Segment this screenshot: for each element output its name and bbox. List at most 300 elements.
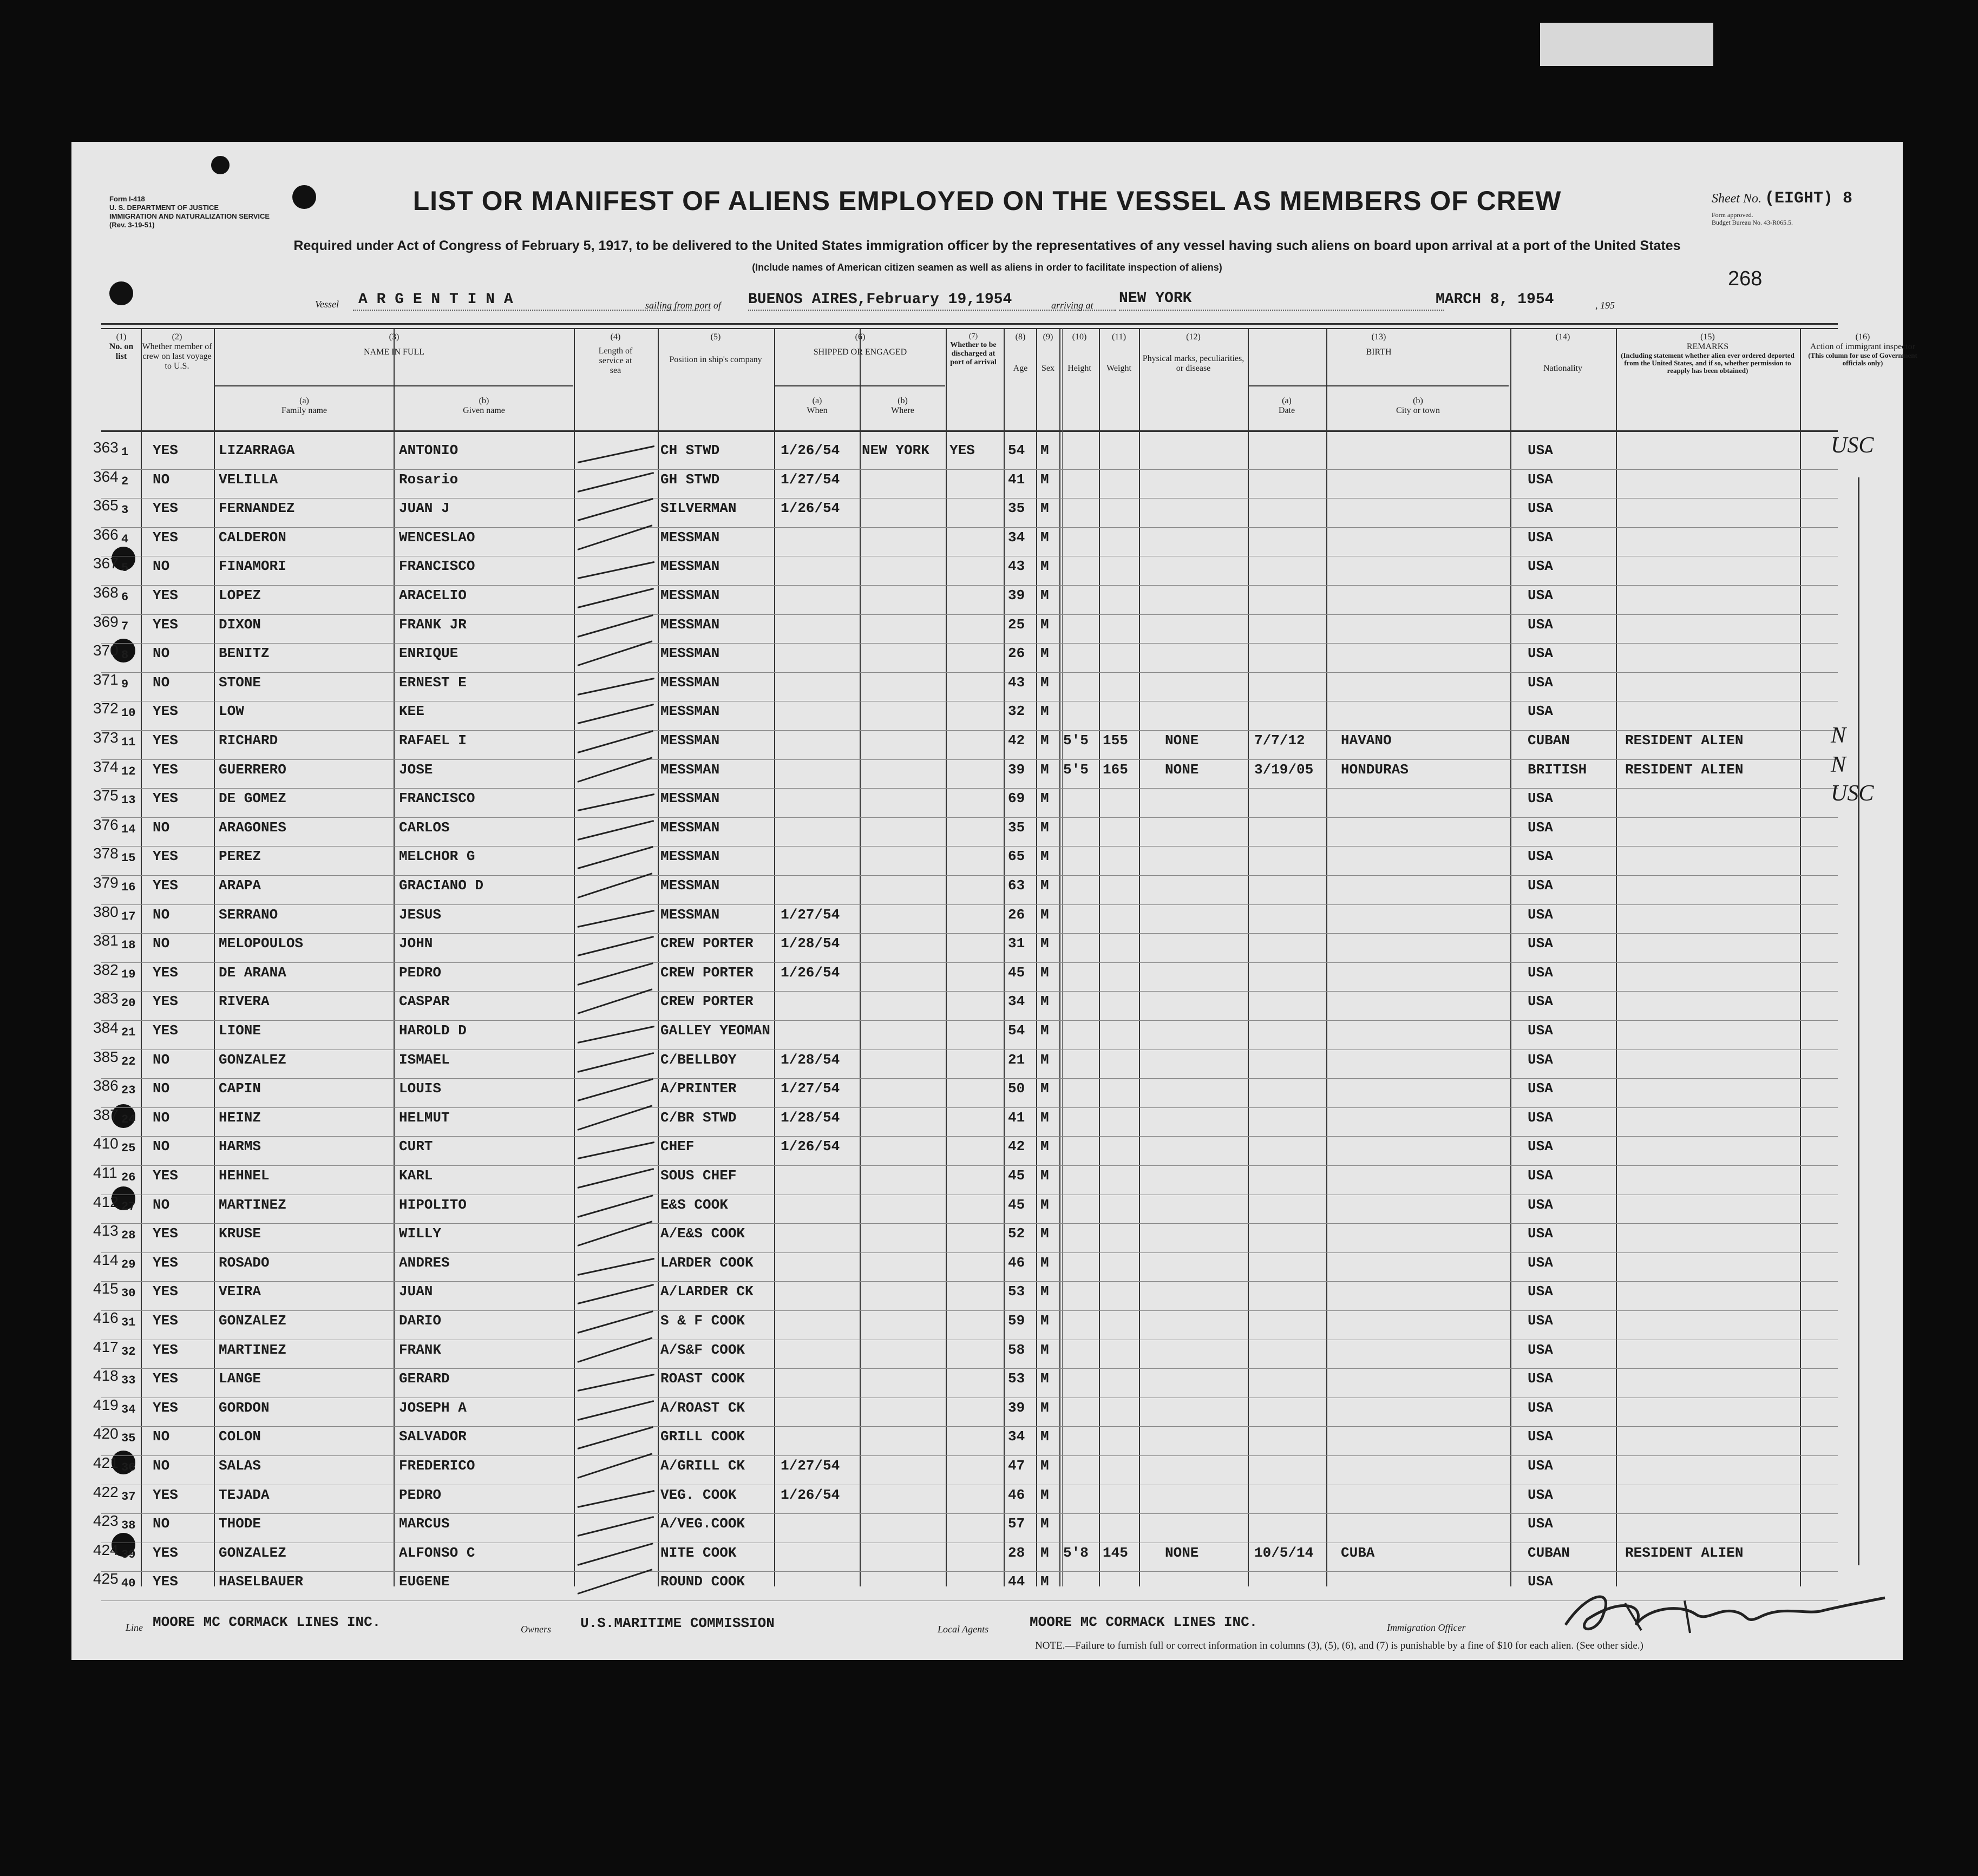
col-number: (16) (1855, 332, 1870, 342)
cell-prev: YES (153, 587, 178, 604)
handwritten-seq-number: 421 (93, 1454, 119, 1471)
cell-given: EUGENE (399, 1573, 450, 1590)
cell-age: 21 (1008, 1051, 1025, 1068)
service-pen-stroke (578, 962, 653, 986)
cell-family: GONZALEZ (219, 1313, 286, 1329)
cell-weight: 155 (1103, 732, 1128, 749)
col-label: City or town (1396, 406, 1440, 415)
cell-family: ROSADO (219, 1254, 270, 1271)
row-rule (101, 846, 1838, 847)
handwritten-seq-number: 369 (93, 613, 119, 630)
row-rule (101, 759, 1838, 760)
cell-family: HEINZ (219, 1109, 261, 1126)
cell-prev: YES (153, 964, 178, 981)
cell-age: 39 (1008, 761, 1025, 778)
cell-when: 1/27/54 (781, 471, 840, 488)
cell-given: HAROLD D (399, 1022, 467, 1039)
cell-family: ARAPA (219, 877, 261, 894)
manifest-sheet (71, 142, 1917, 1660)
cell-nationality: USA (1528, 1516, 1553, 1532)
cell-nationality: USA (1528, 442, 1553, 458)
col-header-15 (1617, 332, 1798, 375)
handwritten-seq-number: 378 (93, 845, 119, 862)
row-rule (101, 1513, 1838, 1514)
cell-age: 46 (1008, 1254, 1025, 1271)
cell-nationality: USA (1528, 674, 1553, 691)
service-pen-stroke (578, 588, 654, 608)
cell-nationality: CUBAN (1528, 732, 1570, 749)
cell-given: CURT (399, 1138, 433, 1155)
cell-remarks: RESIDENT ALIEN (1625, 732, 1744, 749)
cell-nationality: USA (1528, 1225, 1553, 1242)
cell-nationality: USA (1528, 1341, 1553, 1358)
list-number: 39 (121, 1547, 136, 1562)
cell-prev: YES (153, 732, 178, 749)
sailing-label: sailing from port of (645, 300, 721, 311)
service-pen-stroke (578, 524, 653, 550)
cell-prev: NO (153, 1109, 170, 1126)
form-approved (1712, 211, 1793, 226)
cell-nationality: USA (1528, 1283, 1553, 1300)
col-number: (8) (1015, 332, 1026, 342)
cell-prev: YES (153, 1022, 178, 1039)
col-label: Given name (463, 406, 505, 415)
col-label: NAME IN FULL (364, 347, 424, 357)
handwritten-seq-number: 414 (93, 1251, 119, 1268)
cell-given: WILLY (399, 1225, 442, 1242)
cell-given: Rosario (399, 471, 459, 488)
col-header-14 (1511, 332, 1614, 373)
cell-prev: YES (153, 1283, 178, 1300)
sheet-label: Sheet No. (1712, 192, 1761, 206)
cell-position: MESSMAN (660, 848, 720, 865)
cell-given: GRACIANO D (399, 877, 484, 894)
col-header-9 (1037, 332, 1059, 373)
cell-sex: M (1040, 1428, 1049, 1445)
cell-nationality: USA (1528, 906, 1553, 923)
cell-sex: M (1040, 1370, 1049, 1387)
list-number: 12 (121, 764, 136, 778)
list-number: 36 (121, 1461, 136, 1474)
cell-sex: M (1040, 587, 1049, 604)
cell-sex: M (1040, 1313, 1049, 1329)
cell-age: 28 (1008, 1544, 1025, 1561)
officer-signature (1555, 1582, 1901, 1641)
cell-position: A/GRILL CK (660, 1458, 745, 1474)
cell-family: FERNANDEZ (219, 500, 295, 517)
cell-position: ROAST COOK (660, 1370, 745, 1387)
cell-prev: YES (153, 1254, 178, 1271)
cell-prev: NO (153, 558, 170, 575)
arriving-label: arriving at (1051, 300, 1093, 311)
cell-family: SERRANO (219, 906, 278, 923)
cell-position: A/S&F COOK (660, 1341, 745, 1358)
col-header-6b (861, 396, 945, 416)
cell-age: 34 (1008, 1428, 1025, 1445)
col-number: (6) (855, 332, 866, 342)
row-rule (101, 788, 1838, 789)
cell-nationality: CUBAN (1528, 1544, 1570, 1561)
service-pen-stroke (578, 1142, 654, 1159)
form-ref-line: Form I-418 (109, 195, 145, 203)
cell-sex: M (1040, 1516, 1049, 1532)
inspector-action: USC (1831, 433, 1874, 458)
agents-value: MOORE MC CORMACK LINES INC. (1030, 1614, 1258, 1630)
col-header-7 (947, 332, 1000, 367)
handwritten-seq-number: 379 (93, 874, 119, 891)
cell-given: LOUIS (399, 1080, 442, 1097)
handwritten-seq-number: 385 (93, 1048, 119, 1065)
service-pen-stroke (578, 820, 654, 841)
cell-height: 5'5 (1063, 761, 1089, 778)
service-pen-stroke (578, 1516, 654, 1537)
cell-position: LARDER COOK (660, 1254, 754, 1271)
list-number: 32 (121, 1344, 136, 1359)
handwritten-seq-number: 367 (93, 555, 119, 572)
col-number: (a) (812, 396, 822, 405)
cell-prev: NO (153, 645, 170, 662)
cell-position: CREW PORTER (660, 993, 754, 1010)
list-number: 3 (121, 503, 129, 517)
cell-age: 34 (1008, 529, 1025, 546)
cell-position: MESSMAN (660, 906, 720, 923)
cell-prev: YES (153, 529, 178, 546)
cell-family: MELOPOULOS (219, 935, 304, 952)
cell-position: MESSMAN (660, 761, 720, 778)
handwritten-seq-number: 412 (93, 1193, 119, 1210)
row-rule (101, 527, 1838, 528)
cell-family: HEHNEL (219, 1167, 270, 1184)
handwritten-seq-number: 418 (93, 1367, 119, 1385)
cell-sex: M (1040, 906, 1049, 923)
col-sub-label: (Including statement whether alien ever ordered deported from the United States, and if so, whether permission to reapply has been obtained) (1621, 351, 1794, 375)
cell-age: 42 (1008, 732, 1025, 749)
handwritten-seq-number: 387 (93, 1106, 119, 1123)
list-number: 35 (121, 1432, 136, 1446)
cell-remarks: RESIDENT ALIEN (1625, 761, 1744, 778)
list-number: 22 (121, 1054, 136, 1068)
col-number: (a) (1282, 396, 1292, 405)
col-number: (9) (1043, 332, 1053, 342)
cell-prev: NO (153, 1458, 170, 1474)
col-header-11 (1100, 332, 1138, 373)
cell-prev: NO (153, 819, 170, 836)
col-label: REMARKS (1686, 342, 1729, 351)
cell-when: 1/26/54 (781, 964, 840, 981)
cell-nationality: USA (1528, 1196, 1553, 1213)
header-bottom-rule (101, 430, 1838, 432)
cell-family: MARTINEZ (219, 1196, 286, 1213)
cell-given: KEE (399, 703, 424, 720)
cell-position: MESSMAN (660, 703, 720, 720)
cell-family: CALDERON (219, 529, 286, 546)
col-label: Height (1067, 364, 1091, 373)
cell-position: NITE COOK (660, 1544, 737, 1561)
handwritten-seq-number: 365 (93, 497, 119, 514)
cell-position: MESSMAN (660, 558, 720, 575)
col-number: (4) (610, 332, 621, 342)
cell-position: MESSMAN (660, 529, 720, 546)
cell-nationality: USA (1528, 964, 1553, 981)
cell-position: MESSMAN (660, 674, 720, 691)
cell-nationality: USA (1528, 1138, 1553, 1155)
cell-family: VELILLA (219, 471, 278, 488)
cell-when: 1/26/54 (781, 500, 840, 517)
cell-position: A/E&S COOK (660, 1225, 745, 1242)
col-number: (b) (1413, 396, 1423, 405)
paper-tab (1540, 23, 1713, 66)
cell-family: ARAGONES (219, 819, 286, 836)
service-pen-stroke (578, 1337, 653, 1363)
cell-age: 46 (1008, 1486, 1025, 1503)
col-label: Weight (1106, 364, 1131, 373)
row-rule (101, 1049, 1838, 1050)
cell-prev: NO (153, 935, 170, 952)
col-number: (b) (898, 396, 908, 405)
list-number: 16 (121, 881, 136, 894)
handwritten-seq-number: 386 (93, 1077, 119, 1094)
cell-given: ANDRES (399, 1254, 450, 1271)
col-number: (11) (1111, 332, 1126, 342)
cell-given: MELCHOR G (399, 848, 475, 865)
handwritten-seq-number: 374 (93, 758, 119, 775)
agents-label: Local Agents (938, 1624, 989, 1635)
row-rule (101, 1136, 1838, 1137)
cell-age: 45 (1008, 1167, 1025, 1184)
cell-position: MESSMAN (660, 587, 720, 604)
service-pen-stroke (578, 1310, 653, 1334)
col-header-1 (103, 332, 140, 362)
cell-nationality: USA (1528, 1167, 1553, 1184)
cell-age: 26 (1008, 906, 1025, 923)
cell-age: 52 (1008, 1225, 1025, 1242)
row-rule (101, 1078, 1838, 1079)
cell-age: 53 (1008, 1283, 1025, 1300)
service-pen-stroke (578, 1078, 653, 1101)
cell-prev: YES (153, 1313, 178, 1329)
cell-nationality: USA (1528, 500, 1553, 517)
cell-family: CAPIN (219, 1080, 261, 1097)
cell-given: PEDRO (399, 964, 442, 981)
row-rule (101, 1310, 1838, 1311)
cell-position: C/BELLBOY (660, 1051, 737, 1068)
cell-family: MARTINEZ (219, 1341, 286, 1358)
row-rule (101, 1165, 1838, 1166)
cell-nationality: USA (1528, 529, 1553, 546)
cell-nationality: USA (1528, 1486, 1553, 1503)
cell-position: CREW PORTER (660, 964, 754, 981)
cell-family: LOW (219, 703, 244, 720)
col-label: BIRTH (1366, 347, 1392, 357)
list-number: 15 (121, 851, 136, 865)
service-pen-stroke (578, 472, 654, 493)
cell-sex: M (1040, 1458, 1049, 1474)
col-label: Sex (1042, 364, 1055, 373)
cell-sex: M (1040, 500, 1049, 517)
col-header-4 (575, 332, 656, 376)
col-header-6a (775, 396, 859, 416)
row-rule (101, 643, 1838, 644)
col-header-6 (775, 332, 945, 357)
cell-where: NEW YORK (862, 442, 929, 458)
cell-age: 34 (1008, 993, 1025, 1010)
service-pen-stroke (578, 936, 654, 956)
list-number: 5 (121, 561, 129, 575)
list-number: 10 (121, 706, 136, 720)
cell-position: A/VEG.COOK (660, 1516, 745, 1532)
col-sub-label: (This column for use of Government officials only) (1808, 351, 1917, 367)
cell-bdate: 7/7/12 (1254, 732, 1305, 749)
cell-marks: NONE (1165, 732, 1199, 749)
cell-sex: M (1040, 790, 1049, 807)
row-rule (101, 1223, 1838, 1224)
list-number: 2 (121, 474, 129, 488)
cell-prev: YES (153, 1544, 178, 1561)
cell-family: HARMS (219, 1138, 261, 1155)
col-label: Age (1013, 364, 1028, 373)
service-pen-stroke (578, 989, 653, 1015)
cell-sex: M (1040, 848, 1049, 865)
col-number: (b) (479, 396, 489, 405)
cell-given: RAFAEL I (399, 732, 467, 749)
cell-sex: M (1040, 732, 1049, 749)
cell-given: JESUS (399, 906, 442, 923)
row-rule (101, 1368, 1838, 1369)
cell-prev: YES (153, 1341, 178, 1358)
row-rule (101, 1571, 1838, 1572)
cell-nationality: USA (1528, 877, 1553, 894)
cell-sex: M (1040, 935, 1049, 952)
inspector-action: N (1831, 752, 1846, 777)
cell-given: ARACELIO (399, 587, 467, 604)
cell-sex: M (1040, 529, 1049, 546)
cell-when: 1/26/54 (781, 442, 840, 458)
cell-sex: M (1040, 1544, 1049, 1561)
cell-prev: YES (153, 500, 178, 517)
arriving-at: NEW YORK (1119, 290, 1192, 307)
requirement-text: Required under Act of Congress of February 5, 1917, to be delivered to the United States immigration officer by the representatives of any vessel having such aliens on board upon arrival at a port of the United States (293, 238, 1681, 253)
cell-prev: YES (153, 790, 178, 807)
cell-nationality: USA (1528, 1022, 1553, 1039)
year-suffix: , 195 (1595, 300, 1615, 311)
cell-family: COLON (219, 1428, 261, 1445)
cell-sex: M (1040, 1573, 1049, 1590)
cell-prev: NO (153, 1051, 170, 1068)
col-header-13a (1249, 396, 1325, 416)
list-number: 6 (121, 591, 129, 604)
owners-label: Owners (521, 1624, 552, 1635)
cell-position: GRILL COOK (660, 1428, 745, 1445)
row-rule (101, 1455, 1838, 1456)
service-pen-stroke (578, 1221, 653, 1247)
cell-age: 65 (1008, 848, 1025, 865)
cell-sex: M (1040, 1486, 1049, 1503)
cell-sex: M (1040, 1167, 1049, 1184)
row-rule (101, 672, 1838, 673)
list-number: 38 (121, 1519, 136, 1533)
row-rule (101, 991, 1838, 992)
row-rule (101, 614, 1838, 615)
cell-given: CARLOS (399, 819, 450, 836)
cell-nationality: USA (1528, 1254, 1553, 1271)
cell-when: 1/27/54 (781, 1458, 840, 1474)
handwritten-seq-number: 375 (93, 787, 119, 804)
cell-family: RICHARD (219, 732, 278, 749)
cell-family: THODE (219, 1516, 261, 1532)
col-header-16 (1801, 332, 1924, 367)
cell-sex: M (1040, 674, 1049, 691)
cell-prev: NO (153, 1196, 170, 1213)
cell-prev: YES (153, 442, 178, 458)
cell-sex: M (1040, 645, 1049, 662)
list-number: 29 (121, 1257, 136, 1271)
cell-given: FREDERICO (399, 1458, 475, 1474)
cell-prev: NO (153, 906, 170, 923)
cell-nationality: USA (1528, 1458, 1553, 1474)
list-number: 20 (121, 996, 136, 1011)
line-value: MOORE MC CORMACK LINES INC. (153, 1614, 381, 1630)
cell-age: 53 (1008, 1370, 1025, 1387)
handwritten-seq-number: 420 (93, 1425, 119, 1442)
cell-position: ROUND COOK (660, 1573, 745, 1590)
cell-sex: M (1040, 1341, 1049, 1358)
col-label: Action of immigrant inspector (1810, 342, 1916, 351)
row-rule (101, 1281, 1838, 1282)
cell-given: ALFONSO C (399, 1544, 475, 1561)
service-pen-stroke (578, 1195, 653, 1218)
handwritten-seq-number: 384 (93, 1019, 119, 1036)
inspector-bracket-line (1858, 477, 1859, 1565)
service-pen-stroke (578, 1284, 654, 1304)
service-pen-stroke (578, 1569, 653, 1595)
service-pen-stroke (578, 1453, 653, 1479)
cell-nationality: USA (1528, 616, 1553, 633)
cell-age: 25 (1008, 616, 1025, 633)
cell-age: 54 (1008, 442, 1025, 458)
row-rule (101, 904, 1838, 905)
cell-nationality: USA (1528, 1313, 1553, 1329)
cell-nationality: USA (1528, 1051, 1553, 1068)
list-number: 18 (121, 939, 136, 953)
cell-age: 43 (1008, 558, 1025, 575)
handwritten-seq-number: 368 (93, 584, 119, 601)
list-number: 24 (121, 1112, 136, 1126)
cell-bdate: 10/5/14 (1254, 1544, 1314, 1561)
list-number: 37 (121, 1490, 136, 1504)
service-pen-stroke (578, 498, 653, 521)
cell-family: LANGE (219, 1370, 261, 1387)
cell-height: 5'5 (1063, 732, 1089, 749)
cell-given: DARIO (399, 1313, 442, 1329)
underline (1119, 310, 1444, 311)
col-header-3b (395, 396, 573, 416)
col-label: Where (891, 406, 914, 415)
cell-given: FRANCISCO (399, 558, 475, 575)
list-number: 1 (121, 445, 129, 459)
handwritten-seq-number: 383 (93, 990, 119, 1007)
service-pen-stroke (578, 561, 654, 579)
cell-given: PEDRO (399, 1486, 442, 1503)
row-rule (101, 933, 1838, 934)
form-ref-line: U. S. DEPARTMENT OF JUSTICE (109, 204, 219, 212)
cell-age: 54 (1008, 1022, 1025, 1039)
handwritten-seq-number: 423 (93, 1512, 119, 1530)
cell-bcity: HAVANO (1341, 732, 1392, 749)
vessel-name: A R G E N T I N A (358, 291, 513, 308)
list-number: 33 (121, 1374, 136, 1388)
col-header-12 (1141, 332, 1246, 373)
cell-position: CH STWD (660, 442, 720, 458)
